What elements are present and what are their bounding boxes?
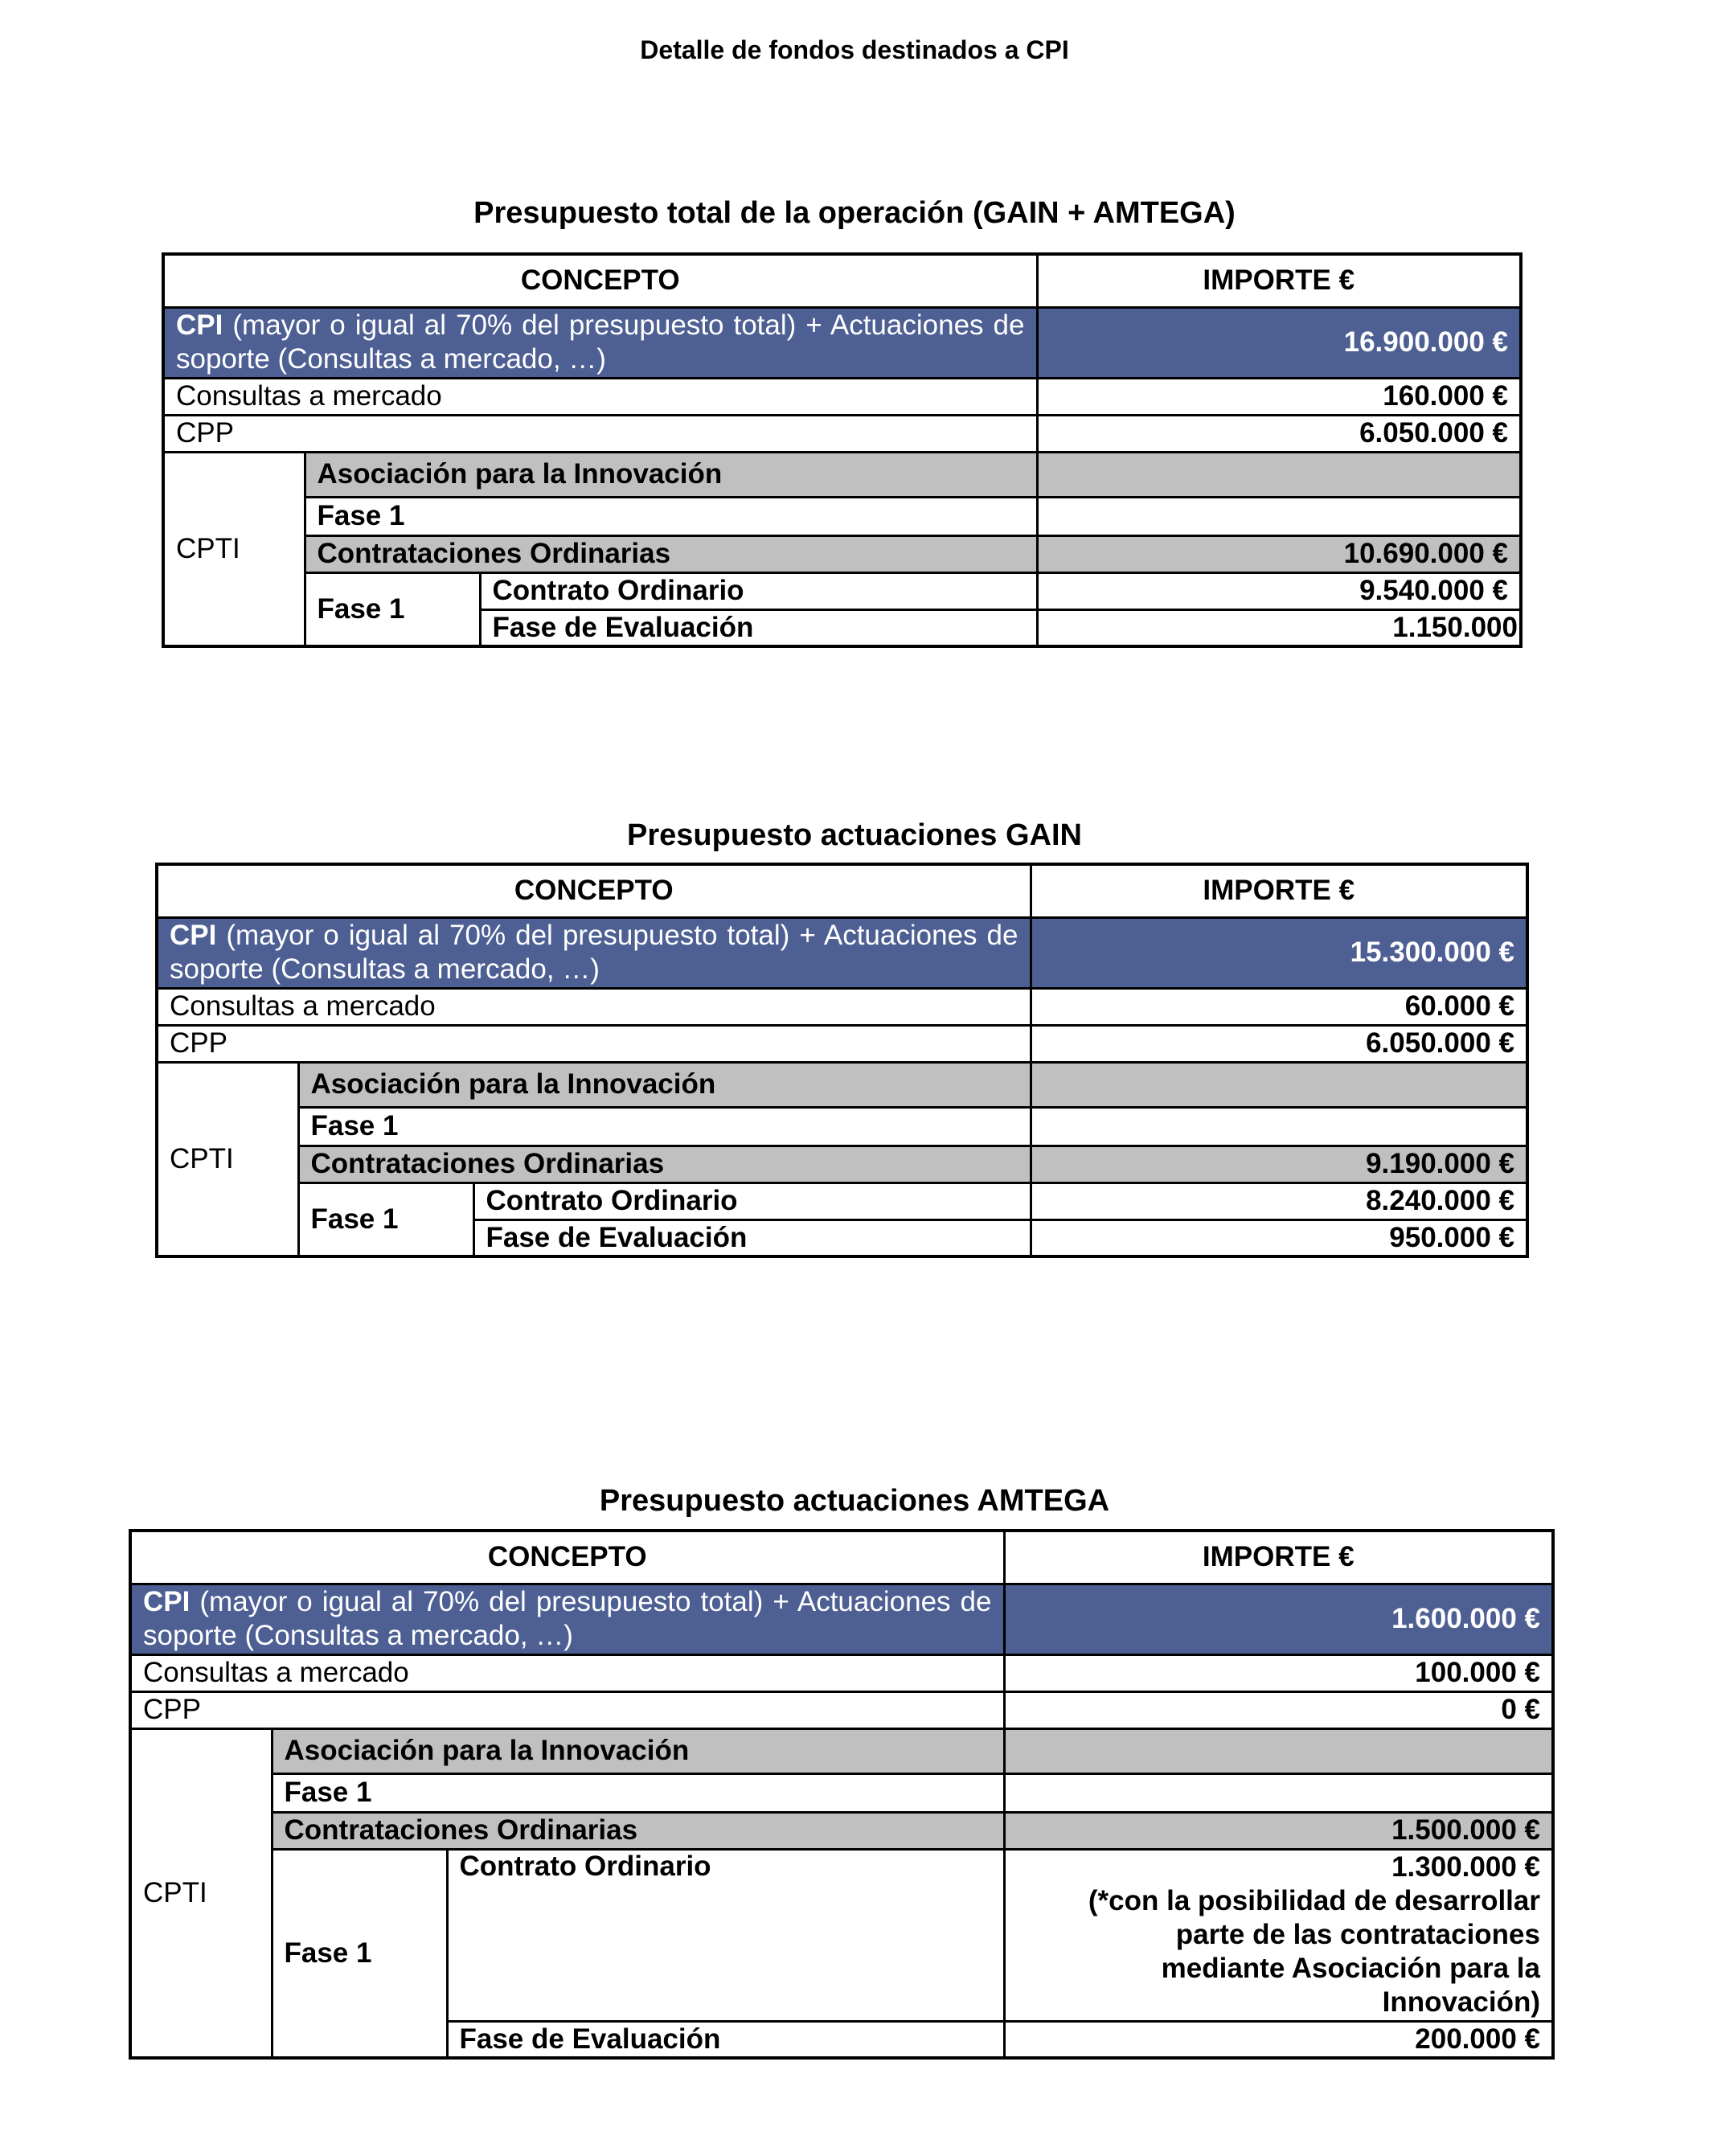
table-row — [130, 1773, 1553, 1812]
fase1-asociacion-amount — [1031, 1107, 1527, 1146]
table-row — [130, 1584, 1553, 1654]
asociacion-label: Asociación para la Innovación — [272, 1728, 1004, 1773]
asociacion-amount — [1031, 1062, 1527, 1107]
table-title-amtega: Presupuesto actuaciones AMTEGA — [599, 1484, 1110, 1518]
cpi-description: CPI (mayor o igual al 70% del presupuesto total) + Actuaciones de soporte (Consultas a mercado, …) — [130, 1584, 1004, 1654]
budget-table-amtega — [129, 1529, 1555, 2060]
page-title: Detalle de fondos destinados a CPI — [640, 35, 1069, 64]
table-row — [130, 1654, 1553, 1691]
table-row — [130, 1531, 1553, 1584]
ordinarias-label: Contrataciones Ordinarias — [298, 1146, 1031, 1183]
table-row — [130, 1812, 1553, 1849]
ordinarias-amount: 10.690.000 € — [1037, 535, 1521, 572]
contrato-label: Contrato Ordinario — [480, 572, 1037, 609]
table-title-gain: Presupuesto actuaciones GAIN — [627, 818, 1082, 852]
evaluacion-amount: 950.000 € — [1031, 1219, 1527, 1256]
evaluacion-amount: 200.000 € — [1004, 2021, 1553, 2058]
cpp-amount: 6.050.000 € — [1031, 1025, 1527, 1062]
header-importe: IMPORTE € — [1031, 864, 1527, 917]
ordinarias-amount: 1.500.000 € — [1004, 1812, 1553, 1849]
table-row — [130, 1849, 1553, 2021]
asociacion-amount — [1037, 452, 1521, 497]
ordinarias-label: Contrataciones Ordinarias — [272, 1812, 1004, 1849]
contrato-amount-cell — [1004, 1849, 1553, 2021]
contrato-label: Contrato Ordinario — [447, 1849, 1004, 2021]
fase1-asociacion-label: Fase 1 — [298, 1107, 1031, 1146]
cpi-description: CPI (mayor o igual al 70% del presupuesto total) + Actuaciones de soporte (Consultas a mercado, …) — [163, 307, 1037, 378]
table-row — [163, 497, 1521, 535]
contrato-amount: 8.240.000 € — [1031, 1183, 1527, 1219]
consultas-label: Consultas a mercado — [157, 988, 1031, 1025]
header-importe: IMPORTE € — [1037, 254, 1521, 307]
cpp-amount: 0 € — [1004, 1691, 1553, 1728]
cpp-label: CPP — [130, 1691, 1004, 1728]
fase1-asociacion-amount — [1004, 1773, 1553, 1812]
header-concepto: CONCEPTO — [157, 864, 1031, 917]
table-row — [157, 1107, 1527, 1146]
consultas-amount: 100.000 € — [1004, 1654, 1553, 1691]
evaluacion-label: Fase de Evaluación — [473, 1219, 1031, 1256]
budget-table-gain — [155, 863, 1529, 1258]
budget-table-total — [162, 252, 1523, 648]
cpi-amount: 1.600.000 € — [1004, 1584, 1553, 1654]
table-row — [163, 535, 1521, 572]
fase1-label: Fase 1 — [272, 1849, 447, 2058]
table-row — [163, 452, 1521, 497]
consultas-amount: 160.000 € — [1037, 378, 1521, 415]
fase1-label: Fase 1 — [298, 1183, 473, 1256]
asociacion-label: Asociación para la Innovación — [298, 1062, 1031, 1107]
consultas-label: Consultas a mercado — [163, 378, 1037, 415]
table-row — [163, 415, 1521, 452]
table-row — [130, 1691, 1553, 1728]
fase1-asociacion-amount — [1037, 497, 1521, 535]
contrato-amount: 9.540.000 € — [1037, 572, 1521, 609]
cpi-amount: 16.900.000 € — [1037, 307, 1521, 378]
cpti-label: CPTI — [130, 1728, 272, 2058]
table-row — [130, 1728, 1553, 1773]
fase1-label: Fase 1 — [305, 572, 480, 646]
asociacion-amount — [1004, 1728, 1553, 1773]
fase1-asociacion-label: Fase 1 — [272, 1773, 1004, 1812]
cpp-amount: 6.050.000 € — [1037, 415, 1521, 452]
consultas-amount: 60.000 € — [1031, 988, 1527, 1025]
table-row — [163, 378, 1521, 415]
fase1-asociacion-label: Fase 1 — [305, 497, 1037, 535]
table-row — [157, 988, 1527, 1025]
contrato-label: Contrato Ordinario — [473, 1183, 1031, 1219]
header-concepto: CONCEPTO — [130, 1531, 1004, 1584]
cpi-amount: 15.300.000 € — [1031, 917, 1527, 988]
contrato-note: (*con la posibilidad de desarrollar parte de las contrataciones mediante Asociación para la Innovación) — [1088, 1884, 1540, 2018]
cpti-label: CPTI — [157, 1062, 298, 1256]
asociacion-label: Asociación para la Innovación — [305, 452, 1037, 497]
evaluacion-label: Fase de Evaluación — [447, 2021, 1004, 2058]
ordinarias-label: Contrataciones Ordinarias — [305, 535, 1037, 572]
header-concepto: CONCEPTO — [163, 254, 1037, 307]
table-row — [157, 1062, 1527, 1107]
consultas-label: Consultas a mercado — [130, 1654, 1004, 1691]
table-title-total: Presupuesto total de la operación (GAIN + AMTEGA) — [473, 196, 1236, 230]
table-row — [157, 1183, 1527, 1219]
table-row — [163, 307, 1521, 378]
cpp-label: CPP — [157, 1025, 1031, 1062]
cpi-description: CPI (mayor o igual al 70% del presupuesto total) + Actuaciones de soporte (Consultas a mercado, …) — [157, 917, 1031, 988]
evaluacion-label: Fase de Evaluación — [480, 609, 1037, 646]
table-row — [157, 864, 1527, 917]
contrato-amount: 1.300.000 € — [1391, 1851, 1540, 1883]
table-row — [157, 1146, 1527, 1183]
cpti-label: CPTI — [163, 452, 305, 646]
table-row — [163, 572, 1521, 609]
table-row — [163, 254, 1521, 307]
table-row — [157, 917, 1527, 988]
ordinarias-amount: 9.190.000 € — [1031, 1146, 1527, 1183]
evaluacion-amount: 1.150.000 — [1037, 609, 1521, 646]
cpp-label: CPP — [163, 415, 1037, 452]
header-importe: IMPORTE € — [1004, 1531, 1553, 1584]
table-row — [157, 1025, 1527, 1062]
